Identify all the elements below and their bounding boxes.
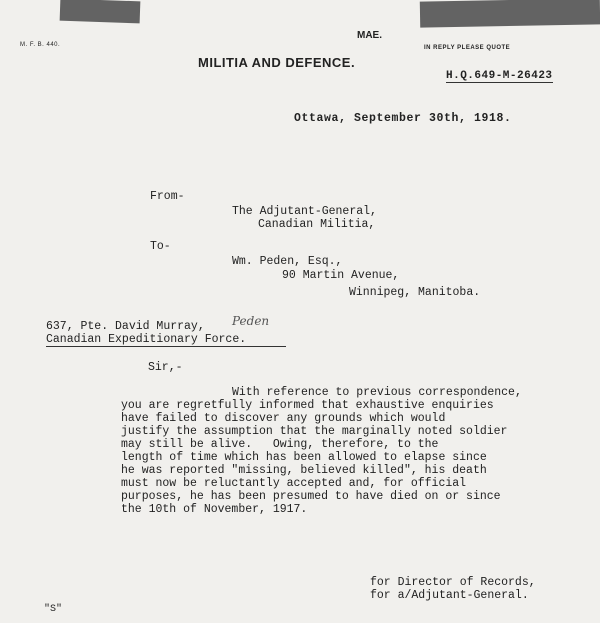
- form-number: M. F. B. 440.: [20, 42, 61, 48]
- place-date: Ottawa, September 30th, 1918.: [294, 112, 512, 125]
- body-line-1: With reference to previous correspondence,: [232, 386, 522, 399]
- salutation: Sir,-: [148, 361, 183, 374]
- footer-initial-mark: "S": [44, 604, 63, 615]
- body-line-7: he was reported "missing, believed killed", his death: [121, 464, 487, 477]
- to-line-3: Winnipeg, Manitoba.: [349, 286, 481, 299]
- from-label: From-: [150, 190, 185, 203]
- department-title: MILITIA AND DEFENCE.: [198, 55, 356, 70]
- from-line-2: Canadian Militia,: [258, 218, 376, 231]
- body-line-9: purposes, he has been presumed to have died on or since: [121, 490, 501, 503]
- body-line-10: the 10th of November, 1917.: [121, 503, 308, 516]
- to-line-1: Wm. Peden, Esq.,: [232, 255, 343, 268]
- body-line-5: may still be alive. Owing, therefore, to the: [121, 438, 439, 451]
- mae-mark: MAE.: [357, 30, 382, 41]
- body-line-2: you are regretfully informed that exhaustive enquiries: [121, 399, 494, 412]
- subject-line-1: 637, Pte. David Murray,: [46, 320, 205, 333]
- tape-mark-right: [420, 0, 600, 28]
- body-line-8: must now be reluctantly accepted and, for official: [121, 477, 467, 490]
- file-reference: H.Q.649-M-26423: [446, 70, 553, 82]
- handwritten-peden-signature: Peden: [232, 314, 270, 328]
- to-label: To-: [150, 240, 171, 253]
- from-line-1: The Adjutant-General,: [232, 205, 377, 218]
- body-line-4: justify the assumption that the marginally noted soldier: [121, 425, 508, 438]
- reply-quote-note: IN REPLY PLEASE QUOTE: [424, 45, 511, 51]
- closing-line-2: for a/Adjutant-General.: [370, 589, 529, 602]
- tape-mark-left: [60, 0, 141, 23]
- to-line-2: 90 Martin Avenue,: [282, 269, 400, 282]
- subject-line-2: Canadian Expeditionary Force.: [46, 333, 286, 347]
- body-line-3: have failed to discover any grounds which would: [121, 412, 446, 425]
- body-line-6: length of time which has been allowed to elapse since: [121, 451, 487, 464]
- closing-line-1: for Director of Records,: [370, 576, 536, 589]
